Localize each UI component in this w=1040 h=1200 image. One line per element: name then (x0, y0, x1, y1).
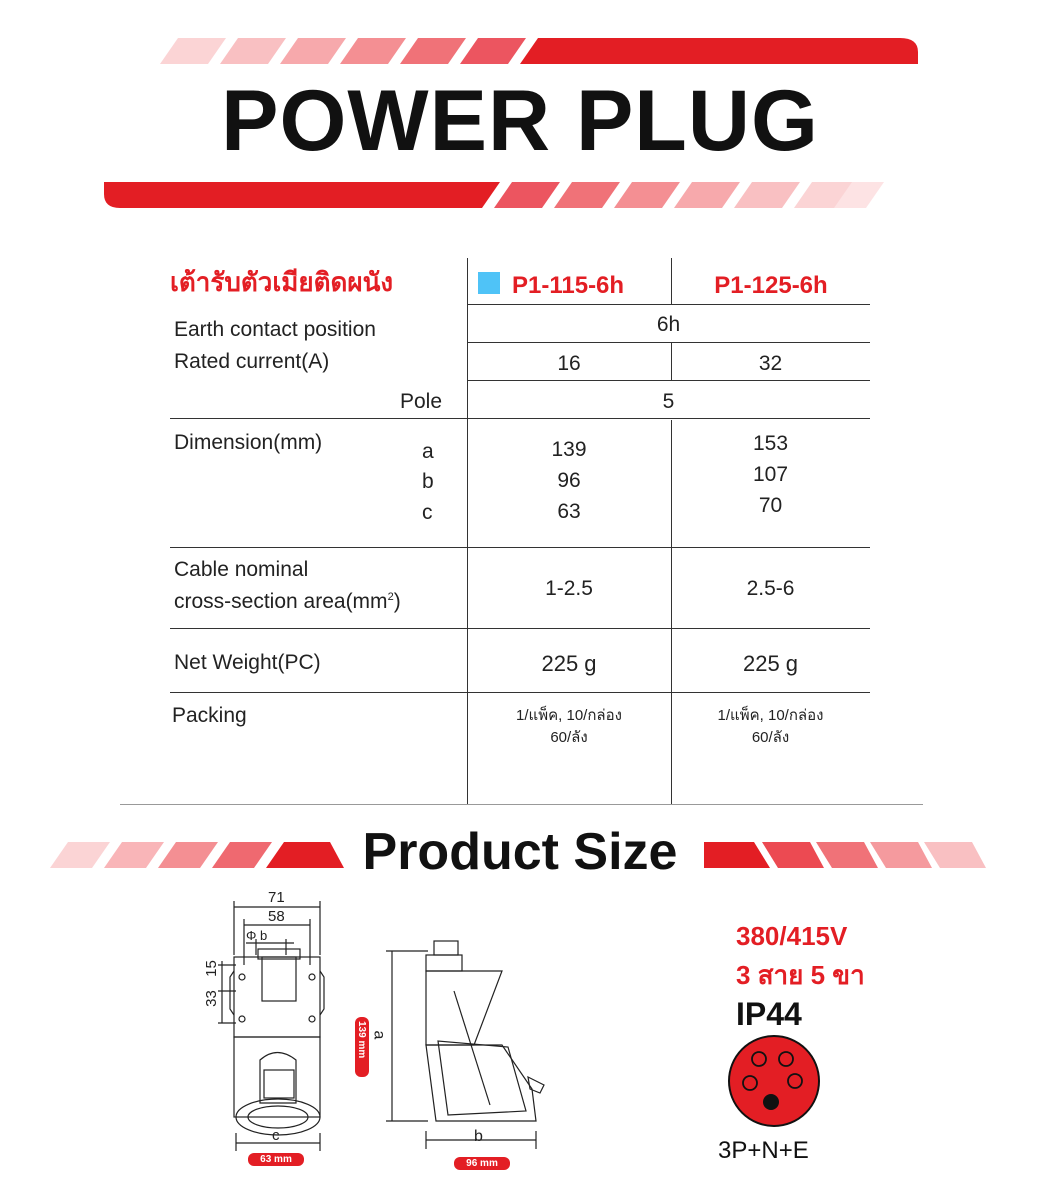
front-view-drawing (200, 895, 340, 1175)
rated-current-label: Rated current(A) (174, 350, 330, 373)
cable-label-text: cross-section area(mm (174, 590, 388, 613)
dimension-key-b: b (422, 470, 434, 493)
dimension-model1-b: 96 (557, 469, 581, 492)
table-vline-mid-top (671, 258, 672, 304)
weight-value-1: 225 g (541, 651, 597, 676)
dimension-key-c: c (422, 501, 433, 524)
packing-model2 (671, 705, 870, 749)
dimension-label: Dimension(mm) (174, 431, 323, 454)
earth-contact-value: 6h (656, 313, 681, 336)
model-header-1: P1-115-6h (512, 272, 625, 299)
page-title: POWER PLUG (221, 73, 819, 169)
table-hline-current (467, 380, 870, 381)
dimension-model1-c: 63 (557, 500, 581, 523)
pin-layout-icon (726, 1033, 822, 1129)
front-dim-33: 33 (202, 990, 220, 1007)
cable-value-2: 2.5-6 (746, 577, 795, 600)
table-hline-bottom (120, 804, 923, 805)
packing-model1-line2: 60/ลัง (550, 729, 588, 746)
model-header-2: P1-125-6h (714, 272, 828, 299)
cable-value-1: 1-2.5 (545, 577, 593, 600)
table-hline-earth (467, 342, 870, 343)
pole-value: 5 (662, 390, 675, 413)
cable-label-end: ) (393, 590, 401, 613)
table-hline-header (467, 304, 870, 305)
weight-label: Net Weight(PC) (174, 651, 321, 674)
packing-label: Packing (172, 704, 247, 727)
voltage-label: 380/415V (736, 921, 848, 951)
side-size-pill-vertical-text: 139 mm (356, 1021, 367, 1059)
table-hline-pole (170, 418, 870, 419)
dimension-model2-b: 107 (752, 463, 789, 486)
model-marker-square (478, 272, 500, 294)
packing-model2-line2: 60/ลัง (751, 729, 790, 746)
earth-contact-label: Earth contact position (174, 318, 376, 341)
side-size-pill-horizontal: 96 mm (454, 1157, 510, 1170)
weight-value-2: 225 g (742, 651, 799, 676)
wiring-label: 3 สาย 5 ขา (736, 960, 865, 990)
side-dim-a: a (370, 1030, 388, 1040)
packing-model1-line1: 1/แพ็ค, 10/กล่อง (516, 707, 622, 724)
top-stripe-decoration (0, 36, 1040, 66)
dimension-model1-a: 139 (551, 438, 587, 461)
side-dim-b: b (474, 1128, 483, 1145)
front-dim-15: 15 (202, 960, 220, 977)
front-dim-phib: Φ b (246, 928, 268, 943)
cable-label-superscript: 2 (387, 591, 394, 603)
ip-rating: IP44 (736, 996, 802, 1032)
front-dim-71: 71 (268, 889, 285, 906)
table-hline-dimension (170, 547, 870, 548)
product-size-stripes-right (700, 840, 1000, 870)
pin-config-label: 3P+N+E (718, 1137, 809, 1164)
front-dim-58: 58 (268, 908, 285, 925)
cable-label-line2 (174, 590, 401, 614)
bottom-stripe-decoration (0, 180, 1040, 210)
rated-current-value-2: 32 (758, 352, 783, 375)
side-size-pill-vertical (355, 1017, 369, 1077)
cable-label-line1: Cable nominal (174, 558, 309, 581)
packing-model1 (467, 705, 671, 749)
side-view-drawing (380, 935, 560, 1160)
front-dim-c: c (272, 1127, 280, 1144)
packing-model2-line1: 1/แพ็ค, 10/กล่อง (717, 707, 824, 724)
table-hline-cable (170, 628, 870, 629)
dimension-model2-c: 70 (758, 494, 783, 517)
category-label: เต้ารับตัวเมียติดผนัง (170, 267, 394, 297)
dimension-model2-a: 153 (752, 432, 789, 455)
dimension-key-a: a (422, 440, 434, 463)
rated-current-value-1: 16 (557, 352, 581, 375)
front-size-pill: 63 mm (248, 1153, 304, 1166)
pole-label: Pole (400, 390, 443, 413)
product-size-title: Product Size (362, 823, 678, 881)
table-hline-weight (170, 692, 870, 693)
